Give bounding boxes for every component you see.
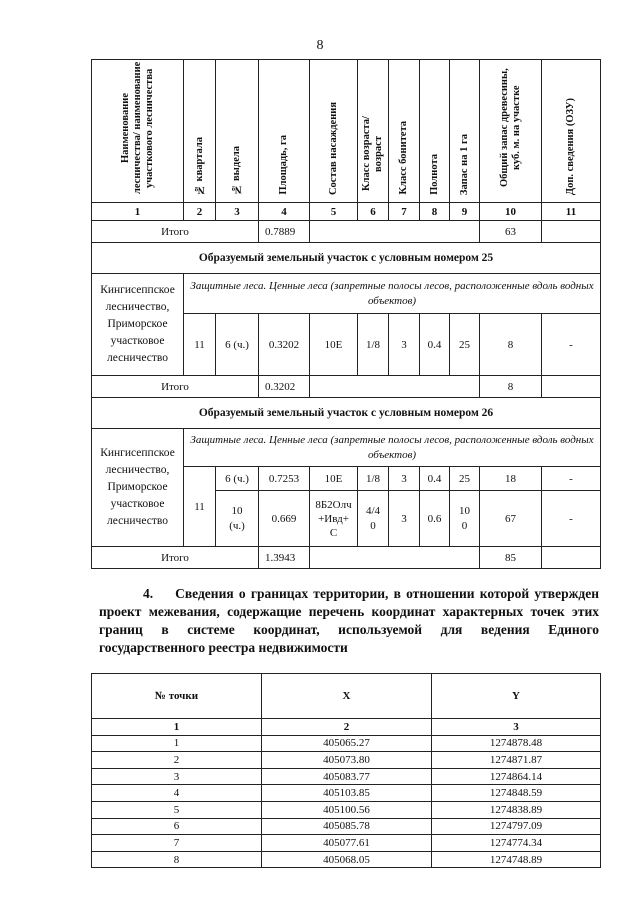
header-row <box>92 60 601 203</box>
section-number: 4. <box>143 586 154 601</box>
header-row <box>92 674 601 719</box>
itogo-label: Итого <box>92 547 259 569</box>
header-cell: Доп. сведения (ОЗУ) <box>542 60 601 203</box>
col-number: 6 <box>358 203 389 221</box>
plot-26-forestry: Кингисеппское лесничество, Приморское участковое лесничество <box>92 429 184 547</box>
dop-info: - <box>542 314 601 376</box>
sostav: 10Е <box>310 467 358 491</box>
itogo-area: 1.3943 <box>259 547 310 569</box>
column-number-row <box>92 719 601 736</box>
polnota: 0.4 <box>420 467 450 491</box>
dop-info: - <box>542 467 601 491</box>
itogo-total: 8 <box>480 376 542 398</box>
header-cell: Класс возраста/возраст <box>358 60 389 203</box>
col-number: 9 <box>450 203 480 221</box>
section-4-heading <box>99 585 599 657</box>
plot-26-heading-row <box>92 398 601 429</box>
table-row: 3 405083.77 1274864.14 <box>92 768 601 785</box>
bonitet: 3 <box>389 467 420 491</box>
vydel: 6 (ч.) <box>216 314 259 376</box>
header-cell: Запас на 1 га <box>450 60 480 203</box>
col-number: 1 <box>92 203 184 221</box>
plot-25-category: Защитные леса. Ценные леса (запретные полосы лесов, расположенные вдоль водных объектов) <box>184 274 601 314</box>
age-class: 1/8 <box>358 314 389 376</box>
table-row: 7 405077.61 1274774.34 <box>92 835 601 852</box>
header-cell: № выдела <box>216 60 259 203</box>
col-number: 4 <box>259 203 310 221</box>
sostav: 8Б2Олч+Ивд+С <box>310 491 358 547</box>
kvartal: 11 <box>184 467 216 547</box>
vydel: 10 (ч.) <box>216 491 259 547</box>
polnota: 0.6 <box>420 491 450 547</box>
area: 0.669 <box>259 491 310 547</box>
col-number: 2 <box>184 203 216 221</box>
header-cell: № квартала <box>184 60 216 203</box>
plot-25-category-row <box>92 274 601 314</box>
zapas-per-ha: 25 <box>450 467 480 491</box>
itogo-total: 63 <box>480 221 542 243</box>
total-stock: 67 <box>480 491 542 547</box>
itogo-total: 85 <box>480 547 542 569</box>
itogo-area: 0.3202 <box>259 376 310 398</box>
area: 0.3202 <box>259 314 310 376</box>
col-number: 3 <box>432 719 601 736</box>
kvartal: 11 <box>184 314 216 376</box>
vydel: 6 (ч.) <box>216 467 259 491</box>
header-cell: Класс бонитета <box>389 60 420 203</box>
sostav: 10Е <box>310 314 358 376</box>
dop-info: - <box>542 491 601 547</box>
header-x: X <box>262 674 432 719</box>
itogo-label: Итого <box>92 221 259 243</box>
table-row: 4 405103.85 1274848.59 <box>92 785 601 802</box>
page-number: 8 <box>316 38 324 53</box>
age-class: 1/8 <box>358 467 389 491</box>
section-text: Сведения о границах территории, в отношении которой утвержден проект межевания, содержащие перечень координат характерных точек этих границ в системе координат, используемой для ведения Единого государственного реестра недвижимости <box>99 586 599 655</box>
itogo-label: Итого <box>92 376 259 398</box>
table-row: 5 405100.56 1274838.89 <box>92 801 601 818</box>
header-cell: Наименование лесничества/ наименование участкового лесничества <box>92 60 184 203</box>
col-number: 11 <box>542 203 601 221</box>
col-number: 10 <box>480 203 542 221</box>
bonitet: 3 <box>389 491 420 547</box>
plot-26-heading: Образуемый земельный участок с условным номером 26 <box>92 398 601 429</box>
total-stock: 18 <box>480 467 542 491</box>
col-number: 5 <box>310 203 358 221</box>
col-number: 1 <box>92 719 262 736</box>
col-number: 3 <box>216 203 259 221</box>
itogo-area: 0.7889 <box>259 221 310 243</box>
zapas-per-ha: 100 <box>450 491 480 547</box>
plot-25-forestry: Кингисеппское лесничество, Приморское участковое лесничество <box>92 274 184 376</box>
plot-25-heading-row <box>92 243 601 274</box>
table-row: 2 405073.80 1274871.87 <box>92 752 601 769</box>
col-number: 2 <box>262 719 432 736</box>
forest-plots-table <box>91 59 601 569</box>
polnota: 0.4 <box>420 314 450 376</box>
header-y: Y <box>432 674 601 719</box>
col-number: 7 <box>389 203 420 221</box>
plot-26-category: Защитные леса. Ценные леса (запретные полосы лесов, расположенные вдоль водных объектов) <box>184 429 601 467</box>
plot-25-heading: Образуемый земельный участок с условным номером 25 <box>92 243 601 274</box>
zapas-per-ha: 25 <box>450 314 480 376</box>
header-cell: Площадь, га <box>259 60 310 203</box>
table-row: 1 405065.27 1274878.48 <box>92 735 601 752</box>
header-point-number: № точки <box>92 674 262 719</box>
plot-26-category-row <box>92 429 601 467</box>
area: 0.7253 <box>259 467 310 491</box>
col-number: 8 <box>420 203 450 221</box>
itogo-row <box>92 547 601 569</box>
bonitet: 3 <box>389 314 420 376</box>
header-cell: Состав насаждения <box>310 60 358 203</box>
column-number-row <box>92 203 601 221</box>
table-row: 6 405085.78 1274797.09 <box>92 818 601 835</box>
coordinates-table <box>91 673 601 868</box>
itogo-row <box>92 221 601 243</box>
header-cell: Полнота <box>420 60 450 203</box>
age-class: 4/40 <box>358 491 389 547</box>
itogo-row <box>92 376 601 398</box>
header-cell: Общий запас древесины, куб. м. на участке <box>480 60 542 203</box>
total-stock: 8 <box>480 314 542 376</box>
table-row: 8 405068.05 1274748.89 <box>92 851 601 868</box>
